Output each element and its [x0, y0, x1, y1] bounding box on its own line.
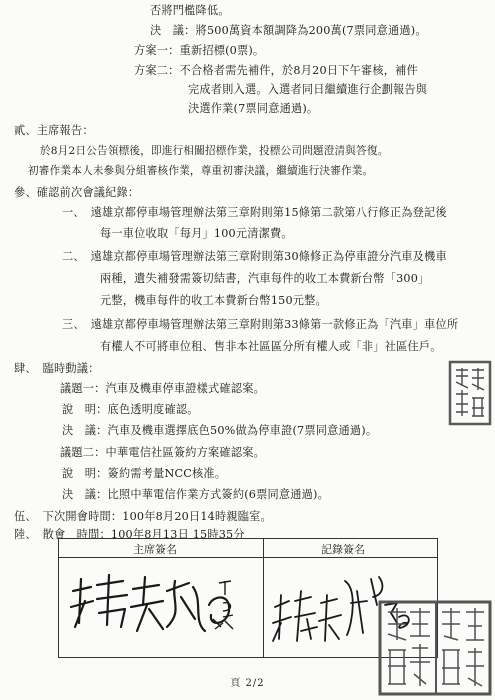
text-line-chair-report-1: 於8月2日公告領標後，即進行相關招標作業，投標公司問題澄清與答復。	[40, 145, 389, 157]
page-number-footer: 頁 2/2	[230, 678, 265, 689]
text-line-motion-one: 議題一：汽車及機車停車證樣式確認案。	[60, 382, 265, 395]
text-line-item-two-cont1: 兩種，遺失補發需簽切結書，汽車每件的收工本費新台幣「300」	[100, 272, 430, 285]
text-line-option-two-cont2: 決選作業(7票同意通過)。	[188, 102, 319, 115]
text-line-item-one: 一、 遠雄京都停車場管理辦法第三章附則第15條第二款第八行修正為登記後	[62, 206, 447, 219]
recorder-signature-header: 記錄簽名	[321, 543, 365, 556]
section-heading-previous-minutes: 參、確認前次會議紀錄：	[14, 186, 140, 199]
chair-handwritten-signature	[63, 561, 259, 651]
text-line-option-one: 方案一：重新招標(0票)。	[134, 44, 265, 57]
text-line-threshold: 否將門檻降低。	[150, 4, 230, 17]
text-line-item-two: 二、 遠雄京都停車場管理辦法第三章附則第30條修正為停車證分汽車及機車	[62, 250, 447, 263]
section-heading-chair-report: 貳、主席報告：	[14, 124, 94, 137]
section-heading-extempore: 肆、 臨時動議：	[14, 362, 100, 375]
table-header-rule	[59, 557, 437, 558]
text-line-chair-report-2: 初審作業本人未參與分組審核作業，尊重初審決議，繼續進行決審作業。	[28, 165, 374, 177]
text-line-resolution-capital: 決 議：將500萬資本額調降為200萬(7票同意通過)。	[150, 24, 427, 37]
text-line-motion-two-resolution: 決 議：比照中華電信作業方式簽約(6票同意通過)。	[62, 488, 329, 501]
text-line-motion-two-desc: 說 明：簽約需考量NCC核准。	[62, 467, 227, 480]
text-line-motion-one-desc: 說 明：底色透明度確認。	[62, 403, 199, 416]
text-line-next-meeting: 伍、 下次開會時間：100年8月20日14時親臨室。	[14, 510, 272, 523]
text-line-item-three-cont: 有權人不可將車位租、售非本社區區分所有權人或「非」社區住戶。	[100, 340, 442, 353]
chair-signature-header: 主席簽名	[133, 543, 177, 556]
text-line-item-two-cont2: 元整，機車每件的收工本費新台幣150元整。	[100, 294, 327, 307]
text-line-option-two: 方案二：不合格者需先補件，於8月20日下午審核，補件	[134, 64, 418, 77]
red-seal-stamp	[448, 360, 492, 426]
text-line-option-two-cont1: 完成者則入選。入選者同日繼續進行企劃報告與	[188, 83, 428, 96]
text-line-motion-two: 議題二：中華電信社區簽約方案確認案。	[60, 446, 265, 459]
text-line-item-one-cont: 每一車位收取「每月」100元清潔費。	[100, 227, 293, 240]
text-line-motion-one-resolution: 決 議：汽車及機車選擇底色50%做為停車證(7票同意通過)。	[62, 424, 378, 437]
text-line-item-three: 三、 遠雄京都停車場管理辦法第三章附則第33條第一款修正為「汽車」車位所	[62, 318, 459, 331]
text-line-adjourn: 陸、 散會 時間：100年8月13日 15時35分	[14, 528, 245, 541]
